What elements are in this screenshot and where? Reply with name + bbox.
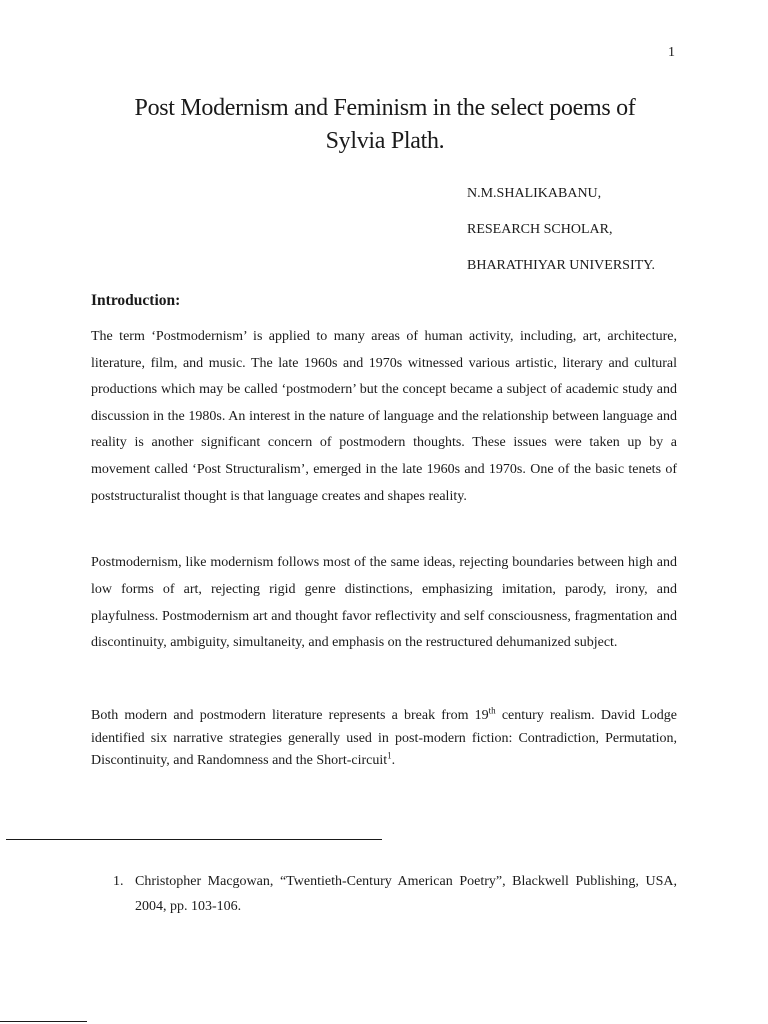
footnote xyxy=(113,869,677,919)
document-title xyxy=(90,92,680,158)
paragraph-3 xyxy=(91,705,677,773)
ordinal-superscript: th xyxy=(488,705,496,716)
author-block xyxy=(467,184,655,292)
page-number: 1 xyxy=(668,45,675,60)
footnote-separator xyxy=(6,839,382,840)
footnote-text: Christopher Macgowan, “Twentieth-Century American Poetry”, Blackwell Publishing, USA, 2004, pp. 103-106. xyxy=(135,874,677,914)
author-role: RESEARCH SCHOLAR, xyxy=(467,222,613,237)
section-heading: Introduction: xyxy=(91,292,181,309)
paragraph-1: The term ‘Postmodernism’ is applied to many areas of human activity, including, art, architecture, literature, film, and music. The late 1960s and 1970s witnessed various artistic, literary and cultural productions which may be called ‘postmodern’ but the concept became a subject of academic study and discussion in the 1980s. An interest in the nature of language and the relationship between language and reality is another significant concern of postmodern thoughts. These issues were taken up by a movement called ‘Post Structuralism’, emerged in the late 1960s and 1970s. One of the basic tenets of poststructuralist thought is that language creates and shapes reality. xyxy=(91,329,677,504)
paragraph-3-text-b: century realism. David Lodge identified six narrative strategies generally used in post-modern fiction: Contradiction, Permutation, Discontinuity, and Randomness and the Short-circuit xyxy=(91,708,678,768)
paragraph-3-text-a: Both modern and postmodern literature represents a break from 19 xyxy=(91,708,489,723)
footnote-reference: 1 xyxy=(387,750,392,761)
paragraph-2: Postmodernism, like modernism follows most of the same ideas, rejecting boundaries between high and low forms of art, rejecting rigid genre distinctions, emphasizing imitation, parody, irony, and playfulness. Postmodernism art and thought favor reflectivity and self consciousness, fragmentation and discontinuity, ambiguity, simultaneity, and emphasis on the restructured dehumanized subject. xyxy=(91,555,677,651)
author-name: N.M.SHALIKABANU, xyxy=(467,186,602,201)
bottom-rule xyxy=(0,1021,87,1022)
author-institution: BHARATHIYAR UNIVERSITY. xyxy=(467,258,655,273)
title-line-1: Post Modernism and Feminism in the select poems of xyxy=(134,95,636,121)
footnote-number: 1. xyxy=(113,874,124,889)
title-line-2: Sylvia Plath. xyxy=(325,128,445,154)
paragraph-3-text-c: . xyxy=(391,753,396,768)
